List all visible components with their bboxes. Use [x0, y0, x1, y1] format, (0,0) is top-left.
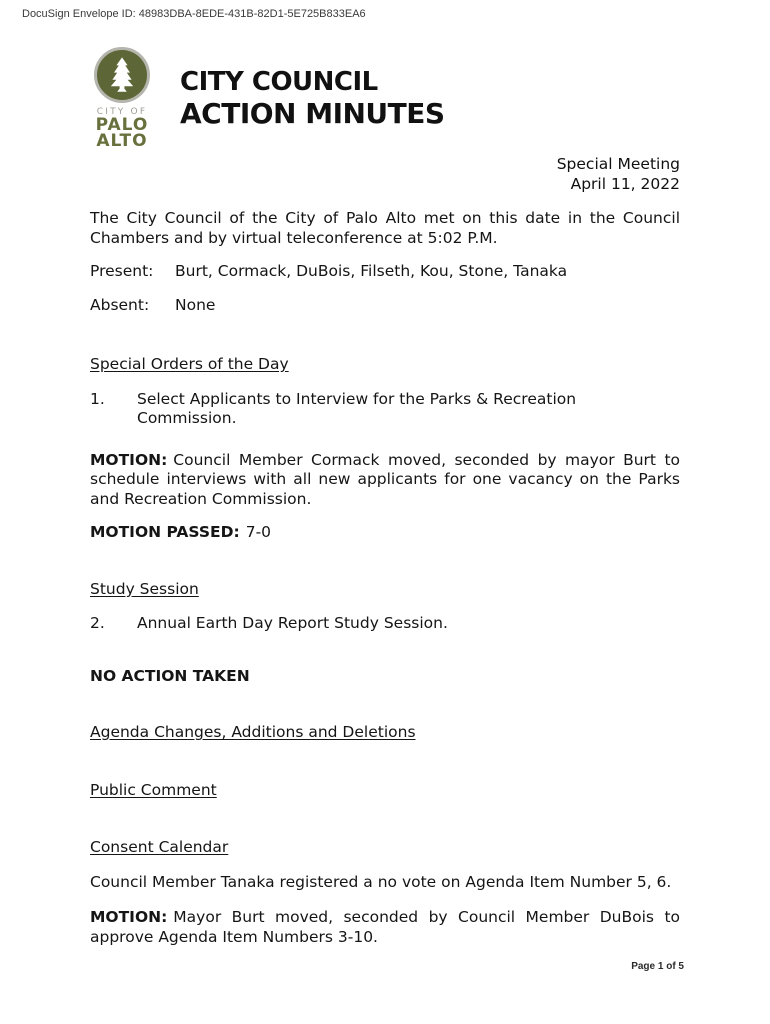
motion-paragraph-2 — [90, 908, 680, 947]
agenda-item-1-number: 1. — [90, 389, 105, 408]
page-number: Page 1 of 5 — [631, 961, 684, 972]
meeting-info — [557, 155, 680, 194]
meeting-date: April 11, 2022 — [570, 174, 680, 193]
consent-calendar-note: Council Member Tanaka registered a no vote on Agenda Item Number 5, 6. — [90, 872, 672, 891]
agenda-item-2-text: Annual Earth Day Report Study Session. — [137, 614, 448, 632]
intro-paragraph: The City Council of the City of Palo Alto met on this date in the Council Chambers and by virtual teleconference at 5:02 P.M. — [90, 209, 680, 247]
agenda-item-1 — [90, 390, 680, 429]
logo-circle — [94, 47, 150, 103]
section-heading-agenda-changes: Agenda Changes, Additions and Deletions — [90, 723, 416, 741]
logo-name-line1: PALO — [95, 115, 149, 135]
motion-passed-value: 7-0 — [245, 523, 272, 541]
motion-passed-line — [90, 523, 680, 543]
present-names: Burt, Cormack, DuBois, Filseth, Kou, Stone, Tanaka — [175, 262, 568, 280]
city-logo — [92, 47, 152, 149]
agenda-item-2-number: 2. — [90, 614, 105, 632]
no-action-taken-text: NO ACTION TAKEN — [90, 666, 250, 685]
logo-name-line2: ALTO — [96, 131, 148, 151]
motion-paragraph-1 — [90, 451, 680, 510]
section-heading-public-comment: Public Comment — [90, 780, 217, 799]
absent-row — [90, 296, 680, 316]
motion-passed-label: MOTION PASSED: — [90, 523, 240, 541]
section-heading-study-session: Study Session — [90, 579, 199, 598]
present-label: Present: — [90, 262, 154, 280]
meeting-type: Special Meeting — [556, 155, 680, 173]
present-row — [90, 262, 680, 282]
agenda-item-1-text: Select Applicants to Interview for the Parks & Recreation Commission. — [137, 389, 577, 427]
document-title — [180, 67, 445, 131]
absent-value: None — [175, 295, 216, 314]
tree-icon — [106, 56, 138, 94]
title-line2: ACTION MINUTES — [180, 97, 445, 130]
motion-1-text: Council Member Cormack moved, seconded by mayor Burt to schedule interviews with all new applicants for one vacancy on the Parks and Recreation Commission. — [90, 450, 680, 508]
document-body — [90, 209, 680, 947]
motion-2-label: MOTION: — [90, 908, 168, 926]
section-heading-special-orders: Special Orders of the Day — [90, 355, 289, 373]
absent-label: Absent: — [90, 295, 150, 314]
motion-1-label: MOTION: — [90, 450, 168, 469]
motion-2-text: Mayor Burt moved, seconded by Council Member DuBois to approve Agenda Item Numbers 3-10. — [90, 908, 680, 946]
title-line1: CITY COUNCIL — [180, 67, 378, 97]
agenda-item-2 — [90, 614, 680, 634]
section-heading-consent-calendar: Consent Calendar — [90, 838, 229, 856]
docusign-envelope-id: DocuSign Envelope ID: 48983DBA-8EDE-431B-82D1-5E725B833EA6 — [22, 8, 366, 20]
logo-city-of-label: CITY OF — [96, 107, 148, 117]
